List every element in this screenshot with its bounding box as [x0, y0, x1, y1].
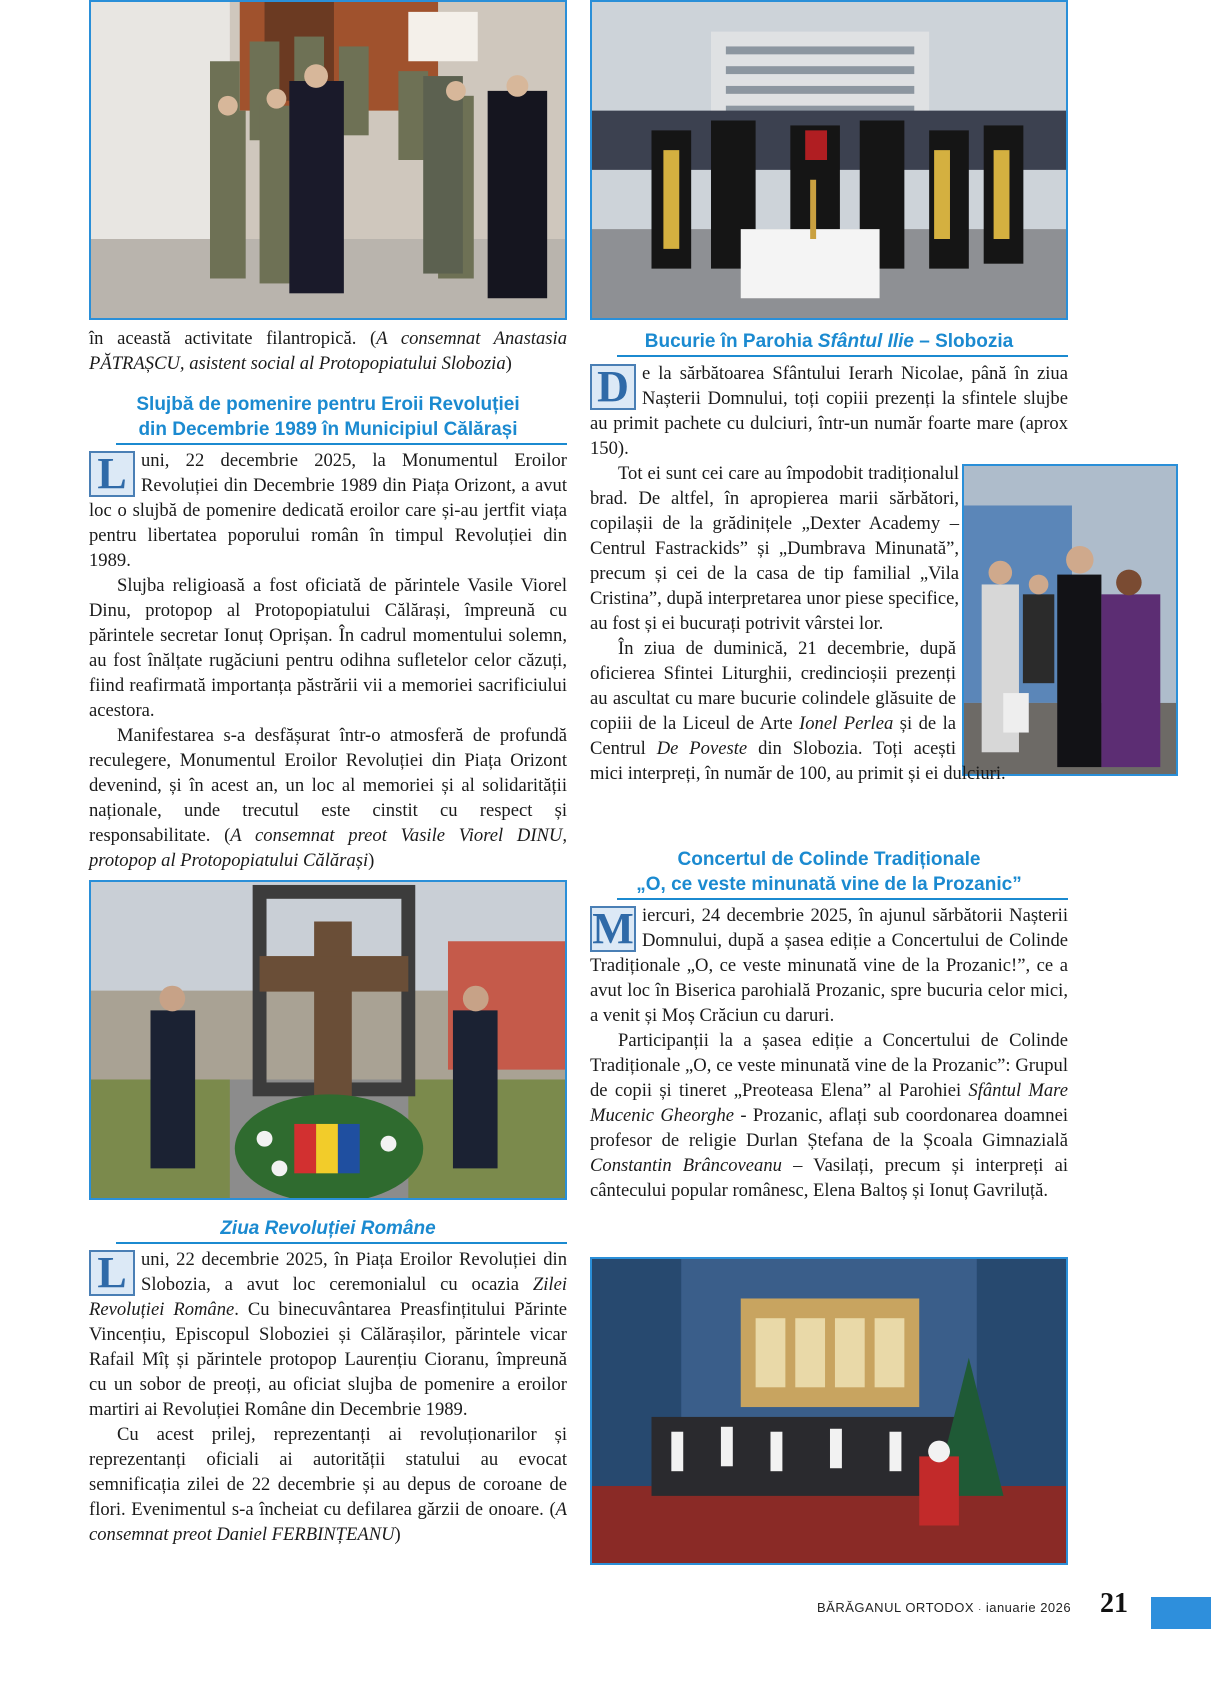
article1-credit: A consemnat preot Vasile Viorel DINU, protopop al Protopopiatului Călărași — [89, 825, 567, 871]
article2-p2: Cu acest prilej, reprezentanți ai revoluționarilor și reprezentanți oficiali ai autorității statului au evocat semnificația zilei de 22 decembrie și au depus de coroane de flori. Evenimentul s-a încheiat cu defilarea gărzii de onoare. ( — [89, 1424, 567, 1520]
page-tab-decoration — [1151, 1597, 1211, 1629]
footer-issue: ianuarie 2026 — [985, 1600, 1072, 1615]
article2-p1-a: uni, 22 decembrie 2025, în Piața Eroilor Revoluției din Slobozia, a avut loc ceremonialul cu ocazia — [141, 1249, 567, 1295]
intro-end: ) — [505, 353, 512, 374]
article2-drop-cap: L — [89, 1250, 135, 1296]
page-number: 21 — [1100, 1588, 1128, 1619]
article4-body — [590, 903, 1068, 1203]
article1-title-line1: Slujbă de pomenire pentru Eroii Revoluției — [136, 394, 520, 415]
article4-p2-a: Participanții la a șasea ediție a Concertului de Colinde Tradiționale „O, ce veste minunată vine de la Prozanic”: Grupul de copii și tineret „Preoteasa Elena” al Parohiei — [590, 1030, 1068, 1101]
article2-credit: A consemnat preot Daniel FERBINȚEANU — [89, 1499, 567, 1545]
article3-p3-c: din Slobozia. Toți acești mici interpreți, în număr de 100, au primit și ei dulciuri. — [590, 738, 1006, 784]
footer-title: BĂRĂGANUL ORTODOX — [817, 1600, 975, 1615]
photo-military-clergy-group — [89, 0, 567, 320]
article1-p1: uni, 22 decembrie 2025, la Monumentul Eroilor Revoluției din Decembrie 1989 din Piața Orizont, a avut loc o slujbă de pomenire dedicată eroilor care și-au jertfit viața pentru libertatea poporului român în timpul Revoluției din 1989. — [89, 450, 567, 571]
article4-title-line1: Concertul de Colinde Tradiționale — [677, 849, 981, 870]
article4-p2-em1: Sfântul Mare Mucenic Gheorghe — [590, 1080, 1068, 1126]
article1-body — [89, 448, 567, 873]
article3-title — [590, 329, 1068, 354]
article3-p3-em2: De Poveste — [656, 738, 748, 759]
article3-drop-cap: D — [590, 364, 636, 410]
footer-publication — [817, 1600, 1071, 1615]
footer-separator: · — [978, 1604, 982, 1614]
intro-text: în această activitate filantropică. ( — [89, 328, 377, 349]
article4-title — [590, 847, 1068, 897]
article1-title — [89, 392, 567, 442]
article2-title — [89, 1216, 567, 1241]
article1-title-line2: din Decembrie 1989 în Municipiul Călărași — [138, 419, 518, 440]
article3-body — [590, 361, 1068, 786]
article4-title-line2: „O, ce veste minunată vine de la Prozanic” — [636, 874, 1022, 895]
article1-p2: Slujba religioasă a fost oficiată de părintele Vasile Viorel Dinu, protopop al Protopopiatului Călărași, împreună cu părintele secretar Ionuț Oprișan. În cadrul momentului solemn, au fost înălțate rugăciuni pentru odihna sufletelor celor căzuți, fiind reafirmată importanța păstrării vii a memoriei sacrificiului acestora. — [89, 575, 567, 721]
article3-p2: Tot ei sunt cei care au împodobit tradiționalul brad. De altfel, în apropierea marii sărbători, copilașii de la grădinițele „Dexter Academy – Centrul Fastrackids” și „Dumbrava Minunată”, precum și cei de la casa de tip familial „Vila Cristina”, după interpretarea unor piese specifice, au fost și ei bucurați potrivit vârstei lor. — [590, 463, 959, 634]
article1-p3-end: ) — [368, 850, 375, 871]
article4-p2-b: - Prozanic, aflați sub coordonarea doamnei profesor de religie Durlan Ștefana de la Școala Gimnazială — [590, 1105, 1068, 1151]
article2-p1-b: . Cu binecuvântarea Preasfințitului Părinte Vincențiu, Episcopul Sloboziei și Călărașilor, părintele vicar Rafail Mîț și părintele protopop Laurențiu Cioranu, împreună cu un sobor de preoți, au oficiat slujba de pomenire a eroilor martiri ai Revoluției Române din Decembrie 1989. — [89, 1299, 567, 1420]
photo-outdoor-religious-service — [590, 0, 1068, 320]
photo-church-carol-concert — [590, 1257, 1068, 1565]
article3-p3-em1: Ionel Perlea — [799, 713, 894, 734]
article3-title-em: Sfântul Ilie — [817, 331, 914, 352]
intro-credit: A consemnat Anastasia PĂTRAȘCU, asistent social al Protopopiatului Slobozia — [89, 328, 568, 374]
article4-rule — [617, 898, 1068, 900]
article3-p3-b: și de la Centrul — [590, 713, 956, 759]
article1-rule — [116, 443, 567, 445]
article4-drop-cap: M — [590, 906, 636, 952]
article3-title-a: Bucurie în Parohia — [644, 331, 818, 352]
article4-p1: iercuri, 24 decembrie 2025, în ajunul sărbătorii Nașterii Domnului, după a șasea ediție a Concertului de Colinde Tradiționale „O, ce veste minunată vine de la Prozanic!”, ce a avut loc în Biserica parohială Prozanic, spre bucuria celor mici, a venit și Moș Crăciun cu daruri. — [590, 905, 1068, 1026]
photo-revolution-monument-calarasi — [89, 880, 567, 1200]
article3-rule — [617, 355, 1068, 357]
article4-p2-c: – Vasilați, precum și interpreți ai cântecului popular românesc, Elena Baltoș și Ionuț Gavriluță. — [590, 1155, 1068, 1201]
article1-p3: Manifestarea s-a desfășurat într-o atmosferă de profundă reculegere, Monumentul Eroilor Revoluției din Piața Orizont devenind, și în acest an, un loc al memoriei și al solidarității naționale, unde trecutul este cinstit cu respect și responsabilitate. ( — [89, 725, 567, 846]
article2-p2-end: ) — [394, 1524, 401, 1545]
article2-title-text: Ziua Revoluției Române — [220, 1218, 436, 1239]
intro-paragraph — [89, 326, 567, 376]
article3-p3-a: În ziua de duminică, 21 decembrie, după oficierea Sfintei Liturghii, credincioșii prezenți au ascultat cu mare bucurie colindele glăsuite de copiii de la Liceul de Arte — [590, 638, 956, 734]
article4-p2-em2: Constantin Brâncoveanu — [590, 1155, 782, 1176]
article3-p1: e la sărbătoarea Sfântului Ierarh Nicolae, până în ziua Nașterii Domnului, toți copiii prezenți la sfintele slujbe au primit pachete cu dulciuri, într-un număr foarte mare (aprox 150). — [590, 363, 1068, 459]
article2-rule — [116, 1242, 567, 1244]
article2-p1-em: Zilei Revoluției Române — [89, 1274, 567, 1320]
article3-title-b: – Slobozia — [913, 331, 1014, 352]
article1-drop-cap: L — [89, 451, 135, 497]
article2-body — [89, 1247, 567, 1547]
